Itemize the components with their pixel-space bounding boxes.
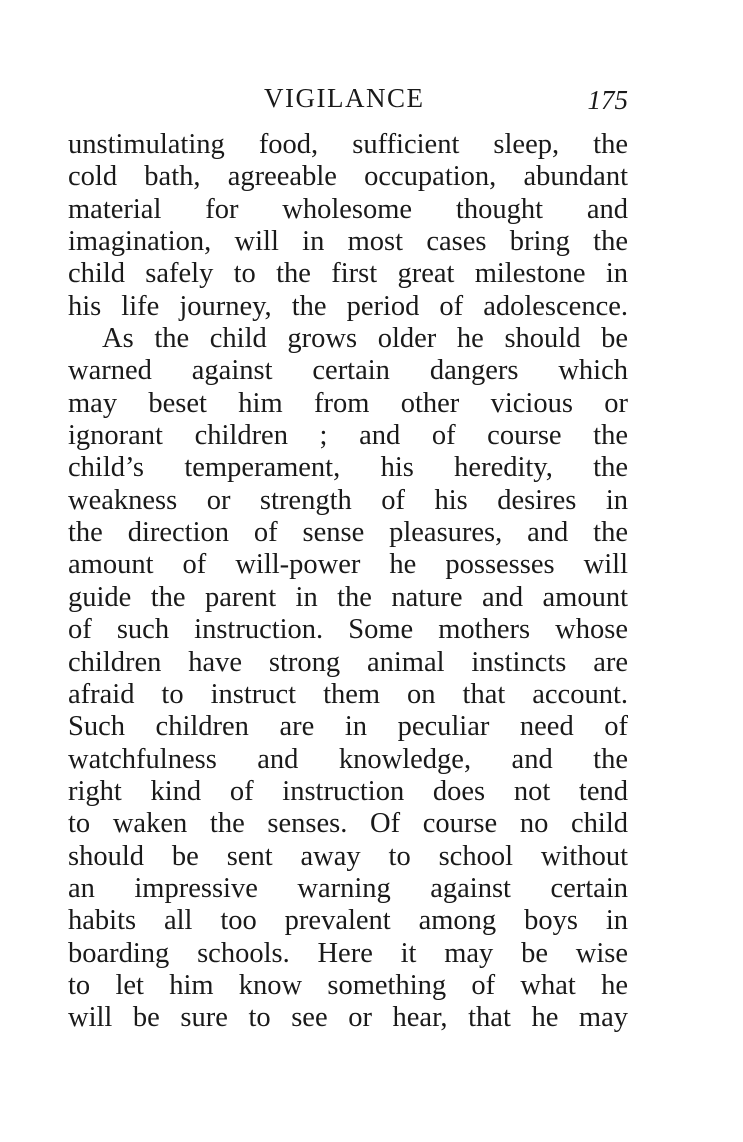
text-line: child safely to the first great milestone in [68,258,628,290]
text-line: material for wholesome thought and [68,193,628,225]
text-line: Such children are in peculiar need of [68,711,628,743]
page-number: 175 [587,85,628,115]
text-line: his life journey, the period of adolescence. [68,290,628,322]
text-line: unstimulating food, sufficient sleep, the [68,129,628,160]
text-line: child’s temperament, his heredity, the [68,452,628,484]
text-line: ignorant children ; and of course the [68,420,628,452]
text-line: As the child grows older he should be [102,323,628,355]
body-text [68,129,628,1035]
text-line: habits all too prevalent among boys in [68,905,628,937]
text-line: an impressive warning against certain [68,872,628,904]
text-line: afraid to instruct them on that account. [68,678,628,710]
text-line: weakness or strength of his desires in [68,484,628,516]
chapter-title: VIGILANCE [264,83,425,113]
text-line: will be sure to see or hear, that he may [68,1002,628,1034]
text-line: children have strong animal instincts are [68,646,628,678]
text-line: cold bath, agreeable occupation, abundant [68,161,628,193]
text-line: should be sent away to school without [68,840,628,872]
text-line: right kind of instruction does not tend [68,775,628,807]
text-line: may beset him from other vicious or [68,387,628,419]
text-line: to waken the senses. Of course no child [68,808,628,840]
text-line: to let him know something of what he [68,969,628,1001]
text-line: of such instruction. Some mothers whose [68,614,628,646]
text-line: imagination, will in most cases bring the [68,226,628,258]
text-line: warned against certain dangers which [68,355,628,387]
text-line: the direction of sense pleasures, and the [68,517,628,549]
running-head [68,80,630,116]
text-line: boarding schools. Here it may be wise [68,937,628,969]
text-line: watchfulness and knowledge, and the [68,743,628,775]
text-line: amount of will-power he possesses will [68,549,628,581]
text-line: guide the parent in the nature and amount [68,581,628,613]
